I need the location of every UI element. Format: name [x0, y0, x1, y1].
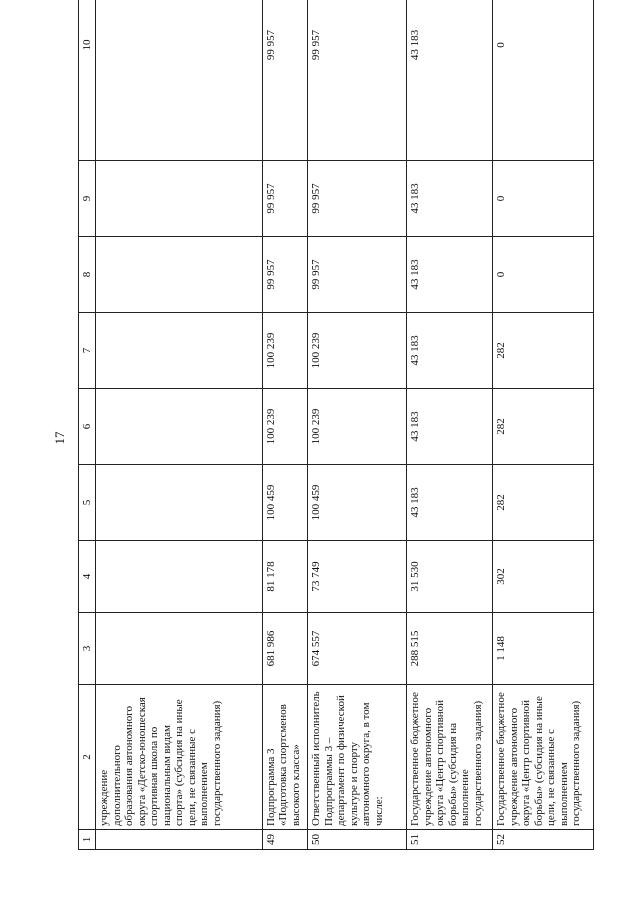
cell-value: 81 178 — [262, 541, 308, 613]
cell-value — [96, 465, 263, 541]
column-header: 6 — [79, 389, 96, 465]
column-header: 8 — [79, 237, 96, 313]
table-row — [308, 0, 407, 850]
cell-value — [96, 613, 263, 685]
cell-value: 100 239 — [308, 389, 407, 465]
row-name: Государственное бюджетное учреждение автономного округа «Центр спортивной борьбы» (субсидия на выполнение государственного задания) — [407, 685, 493, 830]
column-header: 5 — [79, 465, 96, 541]
row-number: 49 — [262, 830, 308, 850]
cell-value: 43 183 — [407, 389, 493, 465]
cell-value: 73 749 — [308, 541, 407, 613]
cell-value: 100 239 — [262, 389, 308, 465]
table-row — [493, 0, 594, 850]
column-header: 2 — [79, 685, 96, 830]
cell-value: 0 — [493, 237, 594, 313]
table-row — [262, 0, 308, 850]
cell-value: 282 — [493, 313, 594, 389]
budget-table — [78, 0, 594, 850]
cell-value — [96, 0, 263, 161]
cell-value — [96, 313, 263, 389]
cell-value: 1 148 — [493, 613, 594, 685]
cell-value: 100 459 — [262, 465, 308, 541]
column-header: 7 — [79, 313, 96, 389]
table-row — [96, 0, 263, 850]
row-number: 50 — [308, 830, 407, 850]
cell-value: 0 — [493, 161, 594, 237]
column-header: 3 — [79, 613, 96, 685]
row-name: Государственное бюджетное учреждение автономного округа «Центр спортивной борьбы» (субсидия на иные цели, не связанные с выполнением государственного задания) — [493, 685, 594, 830]
cell-value: 302 — [493, 541, 594, 613]
cell-value: 99 957 — [262, 161, 308, 237]
cell-value: 43 183 — [407, 0, 493, 161]
row-number: 52 — [493, 830, 594, 850]
cell-value: 99 957 — [308, 237, 407, 313]
cell-value: 43 183 — [407, 313, 493, 389]
column-header: 10 — [79, 0, 96, 161]
budget-table-rotated — [78, 30, 594, 850]
cell-value — [96, 541, 263, 613]
cell-value: 282 — [493, 465, 594, 541]
table-row — [407, 0, 493, 850]
cell-value: 674 557 — [308, 613, 407, 685]
cell-value: 288 515 — [407, 613, 493, 685]
row-number — [96, 830, 263, 850]
cell-value — [96, 389, 263, 465]
column-header: 9 — [79, 161, 96, 237]
row-name: Подпрограмма 3 «Подготовка спортсменов высокого класса» — [262, 685, 308, 830]
cell-value: 100 239 — [308, 313, 407, 389]
cell-value: 31 530 — [407, 541, 493, 613]
cell-value — [96, 161, 263, 237]
row-name: Ответственный исполнитель Подпрограммы 3 – департамент по физической культуре и спорту автономного округа, в том числе: — [308, 685, 407, 830]
cell-value: 99 957 — [262, 237, 308, 313]
column-header: 1 — [79, 830, 96, 850]
header-row — [79, 0, 96, 850]
cell-value: 681 986 — [262, 613, 308, 685]
cell-value: 100 459 — [308, 465, 407, 541]
row-name: учреждение дополнительного образования автономного округа «Детско-юношеская спортивная школа по национальным видам спорта» (субсидия на иные цели, не связанные с выполнением государственного задания) — [96, 685, 263, 830]
column-header: 4 — [79, 541, 96, 613]
page-number: 17 — [52, 431, 67, 445]
cell-value — [96, 237, 263, 313]
cell-value: 43 183 — [407, 465, 493, 541]
row-number: 51 — [407, 830, 493, 850]
cell-value: 43 183 — [407, 161, 493, 237]
cell-value: 99 957 — [262, 0, 308, 161]
cell-value: 43 183 — [407, 237, 493, 313]
cell-value: 282 — [493, 389, 594, 465]
cell-value: 99 957 — [308, 161, 407, 237]
cell-value: 99 957 — [308, 0, 407, 161]
cell-value: 0 — [493, 0, 594, 161]
cell-value: 100 239 — [262, 313, 308, 389]
